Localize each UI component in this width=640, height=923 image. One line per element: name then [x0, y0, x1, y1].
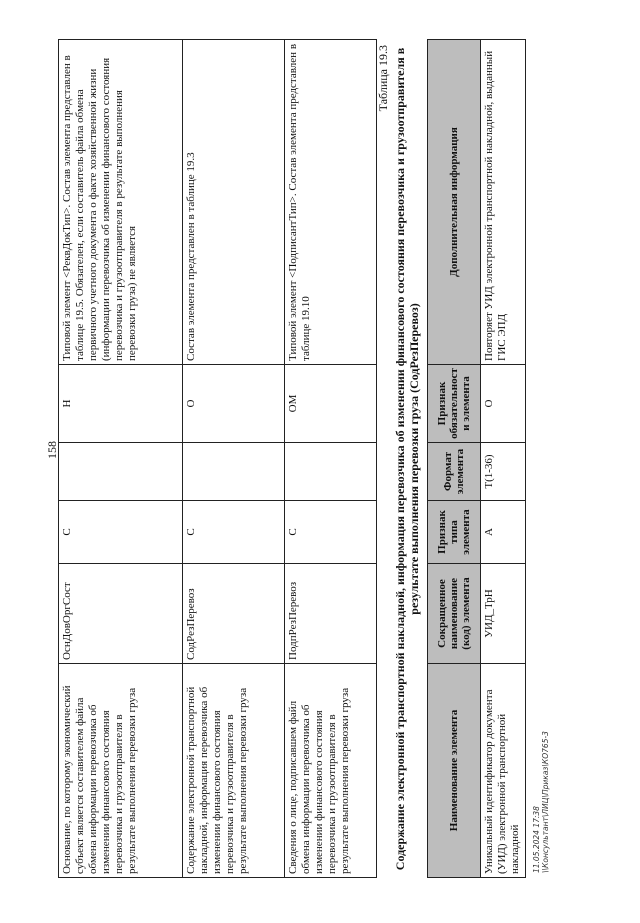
element-name: Сведения о лице, подписавшем файл обмена информации перевозчика об изменении финансового состояния перевозчика и грузоотправителя в результате выполнения перевозки груза — [285, 664, 377, 878]
element-name: Уникальный идентификатор документа (УИД) электронной транспортной накладной — [481, 664, 526, 878]
header-element-format: Формат элемента — [428, 443, 481, 501]
element-required: О — [481, 365, 526, 443]
element-format: T(1-36) — [481, 443, 526, 501]
element-format — [183, 443, 285, 501]
element-format — [285, 443, 377, 501]
element-info: Повторяет УИД электронной транспортной накладной, выданный ГИС ЭПД — [481, 40, 526, 365]
element-table-continued — [58, 39, 377, 878]
header-element-required: Признак обязательности элемента — [428, 365, 481, 443]
table-row — [285, 40, 377, 878]
element-table-19-3 — [427, 39, 526, 878]
element-type: А — [481, 501, 526, 564]
element-info: Типовой элемент <РеквДокТип>. Состав элемента представлен в таблице 19.5. Обязателен, если составитель файла обмена первичного учетного документа о факте хозяйственной жизни (информации перевозчика об изменении финансового состояния перевозчика и грузоотправителя в результате выполнения перевозки груза) не является — [59, 40, 183, 365]
header-element-info: Дополнительная информация — [428, 40, 481, 365]
element-code: ОснДовОргСост — [59, 564, 183, 664]
table-number: Таблица 19.3 — [376, 45, 390, 112]
element-format — [59, 443, 183, 501]
header-element-type: Признак типа элемента — [428, 501, 481, 564]
table-header-row — [428, 40, 481, 878]
header-element-name: Наименование элемента — [428, 664, 481, 878]
header-element-code: Сокращенное наименование (код) элемента — [428, 564, 481, 664]
element-required: О — [183, 365, 285, 443]
stamp-date: 11.05.2024 17:38 — [532, 806, 541, 873]
element-info: Состав элемента представлен в таблице 19.3 — [183, 40, 285, 365]
element-type: С — [183, 501, 285, 564]
element-required: Н — [59, 365, 183, 443]
element-name: Основание, по которому экономический субъект является составителем файла обмена информации перевозчика об изменении финансового состояния перевозчика и грузоотправителя в результате выполнения перевозки груза — [59, 664, 183, 878]
page-number: 158 — [45, 441, 59, 459]
element-type: С — [59, 501, 183, 564]
table-row — [59, 40, 183, 878]
element-info: Типовой элемент <ПодписантТип>. Состав элемента представлен в таблице 19.10 — [285, 40, 377, 365]
table-title: Содержание электронной транспортной накладной, информация перевозчика об изменении финансового состояния перевозчика и грузоотправителя в результате выполнения перевозки груза (СодРезПеревоз) — [393, 47, 421, 871]
table-row — [183, 40, 285, 878]
element-name: Содержание электронной транспортной накладной, информация перевозчика об изменении финансового состояния перевозчика и грузоотправителя в результате выполнения перевозки груза — [183, 664, 285, 878]
element-code: УИД_ТрН — [481, 564, 526, 664]
stamp-path: \\Консультант\ЛИЦ\Приказ\КО765-3 — [541, 731, 550, 873]
table-row — [481, 40, 526, 878]
element-code: ПодпРезПеревоз — [285, 564, 377, 664]
element-required: ОМ — [285, 365, 377, 443]
element-type: С — [285, 501, 377, 564]
element-code: СодРезПеревоз — [183, 564, 285, 664]
document-stamp — [532, 731, 550, 873]
